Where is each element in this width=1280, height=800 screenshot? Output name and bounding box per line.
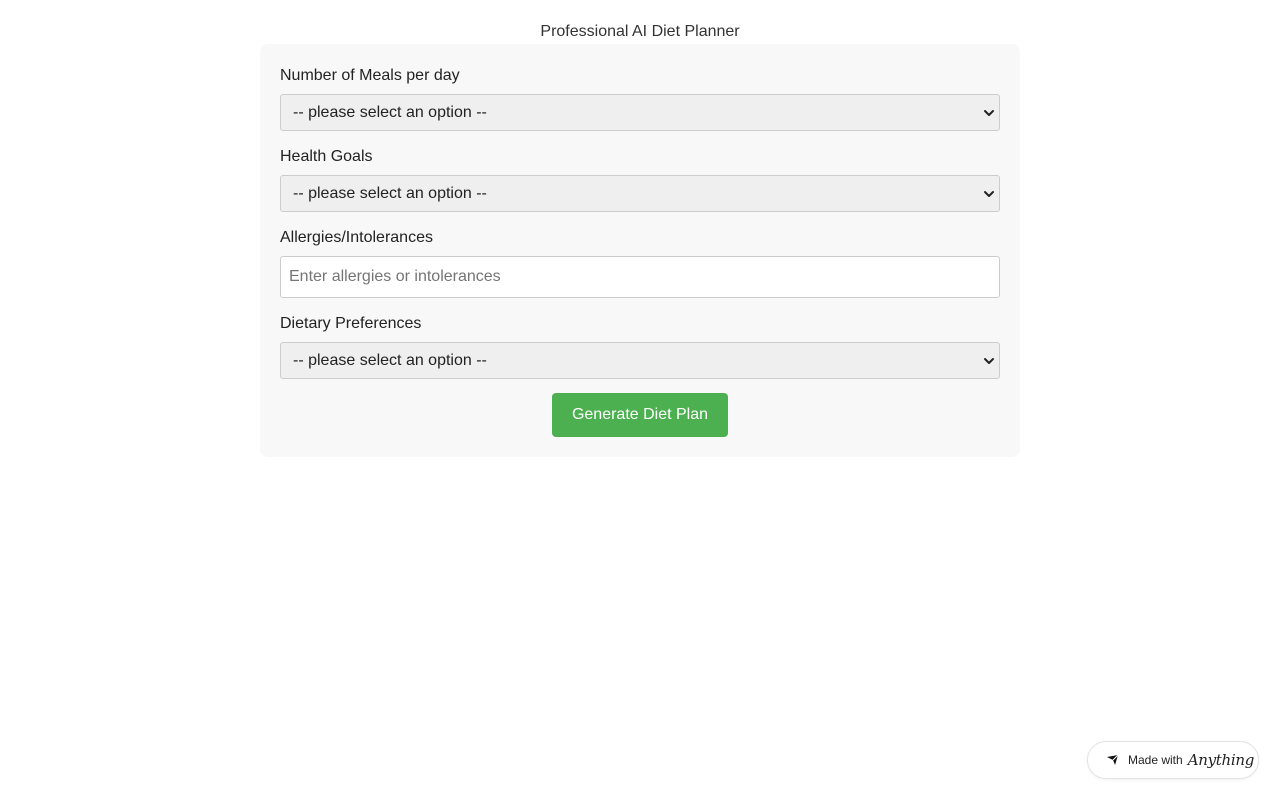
chevron-down-icon bbox=[983, 355, 995, 367]
preferences-label: Dietary Preferences bbox=[280, 315, 422, 332]
meals-select-value: -- please select an option -- bbox=[293, 104, 487, 121]
goals-label: Health Goals bbox=[280, 148, 373, 165]
goals-field-group bbox=[280, 147, 1000, 212]
generate-diet-plan-button[interactable]: Generate Diet Plan bbox=[552, 393, 728, 437]
made-with-text: Made with bbox=[1128, 753, 1183, 767]
allergies-input[interactable] bbox=[280, 256, 1000, 298]
made-with-badge[interactable] bbox=[1087, 741, 1259, 779]
goals-select[interactable] bbox=[280, 175, 1000, 212]
chevron-down-icon bbox=[983, 107, 995, 119]
preferences-select[interactable] bbox=[280, 342, 1000, 379]
chevron-down-icon bbox=[983, 188, 995, 200]
preferences-select-value: -- please select an option -- bbox=[293, 352, 487, 369]
meals-select[interactable] bbox=[280, 94, 1000, 131]
allergies-field-group bbox=[280, 228, 1000, 298]
meals-label: Number of Meals per day bbox=[280, 67, 460, 84]
goals-select-value: -- please select an option -- bbox=[293, 185, 487, 202]
meals-field-group bbox=[280, 66, 1000, 131]
preferences-field-group bbox=[280, 314, 1000, 379]
allergies-label: Allergies/Intolerances bbox=[280, 229, 433, 246]
diet-form bbox=[260, 44, 1020, 457]
page-title: Professional AI Diet Planner bbox=[540, 23, 740, 40]
anything-logo-icon bbox=[1106, 753, 1120, 767]
brand-name: Anything bbox=[1187, 751, 1255, 769]
